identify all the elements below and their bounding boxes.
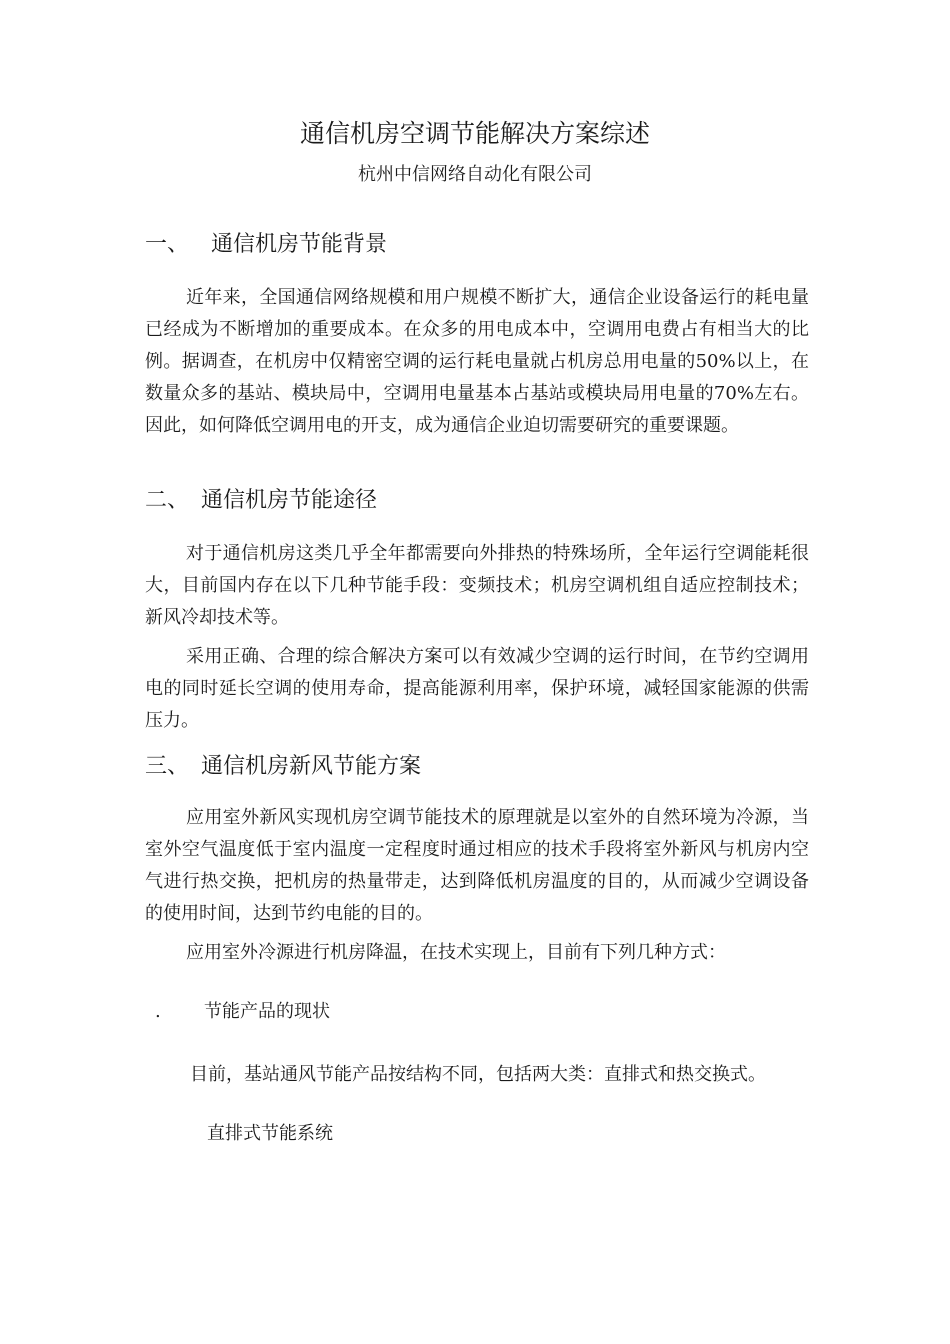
section-heading-1: [145, 228, 387, 262]
section-title-1: 通信机房节能背景: [211, 232, 388, 257]
section-title-2: 通信机房节能途径: [201, 488, 378, 513]
subsection-bullet: .: [155, 1001, 161, 1022]
section-heading-2: [145, 484, 377, 518]
section-title-3: 通信机房新风节能方案: [201, 754, 422, 779]
section-3-paragraph-1: 应用室外新风实现机房空调节能技术的原理就是以室外的自然环境为冷源，当室外空气温度低于室内温度一定程度时通过相应的技术手段将室外新风与机房内空气进行热交换，把机房的热量带走，达到降低机房温度的目的，从而减少空调设备的使用时间，达到节约电能的目的。: [145, 807, 809, 924]
section-3-paragraph-2: 应用室外冷源进行机房降温，在技术实现上，目前有下列几种方式：: [186, 942, 726, 963]
subsection-sub-heading: 直排式节能系统: [207, 1123, 333, 1144]
section-number-1: 一、: [145, 232, 190, 257]
section-number-3: 三、: [145, 754, 190, 779]
section-2-paragraph-1: 对于通信机房这类几乎全年都需要向外排热的特殊场所，全年运行空调能耗很大，目前国内存在以下几种节能手段：变频技术；机房空调机组自适应控制技术；新风冷却技术等。: [145, 543, 809, 628]
section-2-paragraph-2: 采用正确、合理的综合解决方案可以有效减少空调的运行时间，在节约空调用电的同时延长空调的使用寿命，提高能源利用率，保护环境，减轻国家能源的供需压力。: [145, 646, 809, 731]
section-1-paragraph-1: 近年来，全国通信网络规模和用户规模不断扩大，通信企业设备运行的耗电量已经成为不断增加的重要成本。在众多的用电成本中，空调用电费占有相当大的比例。据调查，在机房中仅精密空调的运行耗电量就占机房总用电量的50%以上，在数量众多的基站、模块局中，空调用电量基本占基站或模块局用电量的70%左右。因此，如何降低空调用电的开支，成为通信企业迫切需要研究的重要课题。: [145, 287, 809, 436]
document-subtitle: 杭州中信网络自动化有限公司: [358, 164, 592, 185]
document-title: 通信机房空调节能解决方案综述: [299, 119, 650, 148]
subsection-text: 目前，基站通风节能产品按结构不同，包括两大类：直排式和热交换式。: [190, 1064, 766, 1085]
section-number-2: 二、: [145, 488, 190, 513]
section-heading-3: [145, 750, 421, 784]
subsection-heading: 节能产品的现状: [204, 1001, 330, 1022]
